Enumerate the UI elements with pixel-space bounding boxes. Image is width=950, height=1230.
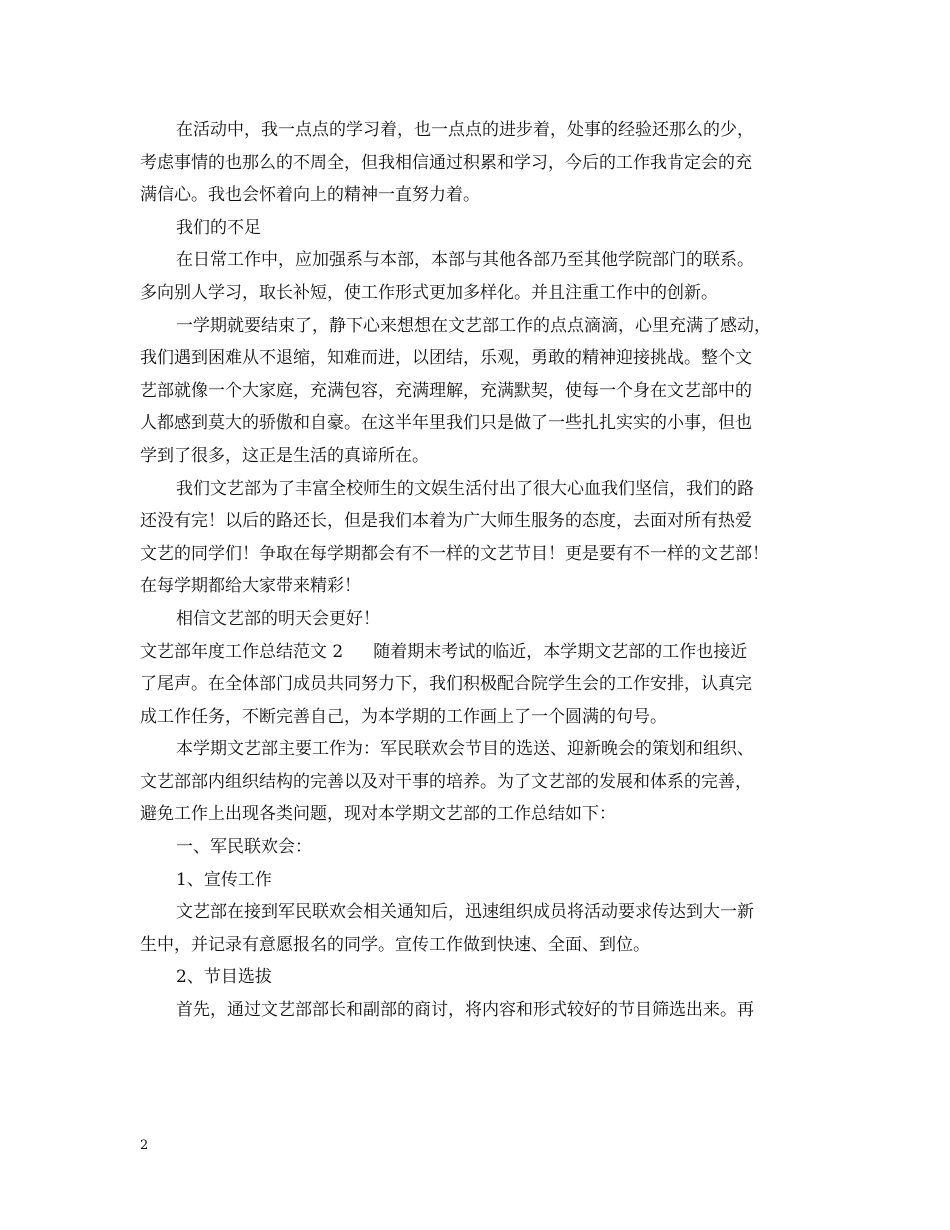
text-line (140, 147, 820, 180)
line-text: 文艺部在接到军民联欢会相关通知后，迅速组织成员将活动要求传达到大一新 (176, 902, 754, 923)
text-line (140, 961, 820, 994)
line-text: 一、军民联欢会： (176, 837, 312, 858)
line-text: 考虑事情的也那么的不周全，但我相信通过积累和学习，今后的工作我肯定会的充 (140, 152, 752, 173)
text-line (140, 766, 820, 799)
document-body (140, 114, 820, 1027)
text-line (140, 603, 820, 636)
line-text: 我们的不足 (176, 217, 261, 238)
text-line (140, 342, 820, 375)
line-text: 了尾声。在全体部门成员共同努力下，我们积极配合院学生会的工作安排，认真完 (140, 674, 752, 695)
line-text: 艺部就像一个大家庭，充满包容，充满理解，充满默契，使每一个身在文艺部中的 (140, 380, 752, 401)
line-text: 在日常工作中，应加强系与本部，本部与其他各部乃至其他学院部门的联系。 (176, 250, 754, 271)
line-text: 成工作任务，不断完善自己，为本学期的工作画上了一个圆满的句号。 (140, 706, 667, 727)
text-line (140, 440, 820, 473)
line-text: 在每学期都给大家带来精彩！ (140, 576, 361, 597)
line-text: 一学期就要结束了，静下心来想想在文艺部工作的点点滴滴，心里充满了感动， (176, 315, 771, 336)
text-line (140, 896, 820, 929)
line-text: 首先，通过文艺部部长和副部的商讨，将内容和形式较好的节目筛选出来。再 (176, 1000, 754, 1021)
line-text: 还没有完！以后的路还长，但是我们本着为广大师生服务的态度，去面对所有热爱 (140, 511, 752, 532)
text-line (140, 179, 820, 212)
text-line (140, 277, 820, 310)
text-line (140, 244, 820, 277)
text-line (140, 929, 820, 962)
line-text: 本学期文艺部主要工作为：军民联欢会节目的选送、迎新晚会的策划和组织、 (176, 739, 754, 760)
line-text: 文艺部部内组织结构的完善以及对干事的培养。为了文艺部的发展和体系的完善， (140, 771, 752, 792)
line-text: 1、宣传工作 (176, 869, 272, 890)
line-text: 随着期末考试的临近，本学期文艺部的工作也接近 (373, 641, 748, 662)
line-text: 我们文艺部为了丰富全校师生的文娱生活付出了很大心血我们坚信，我们的路 (176, 478, 754, 499)
text-line (140, 310, 820, 343)
line-text: 2、节目选拔 (176, 967, 272, 988)
line-text: 在活动中，我一点点的学习着，也一点点的进步着，处事的经验还那么的少， (176, 120, 754, 140)
line-text: 避免工作上出现各类问题，现对本学期文艺部的工作总结如下： (140, 804, 616, 825)
line-text: 文艺的同学们！争取在每学期都会有不一样的文艺节目！更是要有不一样的文艺部！ (140, 543, 769, 564)
text-line (140, 212, 820, 245)
line-text: 学到了很多，这正是生活的真谛所在。 (140, 445, 429, 466)
text-line (140, 538, 820, 571)
line-text: 相信文艺部的明天会更好！ (176, 608, 380, 629)
text-line (140, 994, 820, 1027)
text-line (140, 473, 820, 506)
text-line (140, 114, 820, 147)
text-line (140, 668, 820, 701)
text-line (140, 407, 820, 440)
text-line (140, 831, 820, 864)
text-line (140, 701, 820, 734)
text-line (140, 570, 820, 603)
text-line (140, 636, 820, 669)
text-line (140, 864, 820, 897)
text-line (140, 375, 820, 408)
line-text: 满信心。我也会怀着向上的精神一直努力着。 (140, 185, 480, 206)
line-text: 人都感到莫大的骄傲和自豪。在这半年里我们只是做了一些扎扎实实的小事，但也 (140, 413, 752, 434)
text-line (140, 505, 820, 538)
text-line (140, 733, 820, 766)
page-number: 2 (140, 1138, 149, 1153)
line-text: 我们遇到困难从不退缩，知难而进，以团结，乐观，勇敢的精神迎接挑战。整个文 (140, 348, 752, 369)
text-line (140, 798, 820, 831)
line-text: 生中，并记录有意愿报名的同学。宣传工作做到快速、全面、到位。 (140, 934, 650, 955)
line-text: 多向别人学习，取长补短，使工作形式更加多样化。并且注重工作中的创新。 (140, 282, 718, 303)
section-heading: 文艺部年度工作总结范文 2 (140, 641, 344, 662)
